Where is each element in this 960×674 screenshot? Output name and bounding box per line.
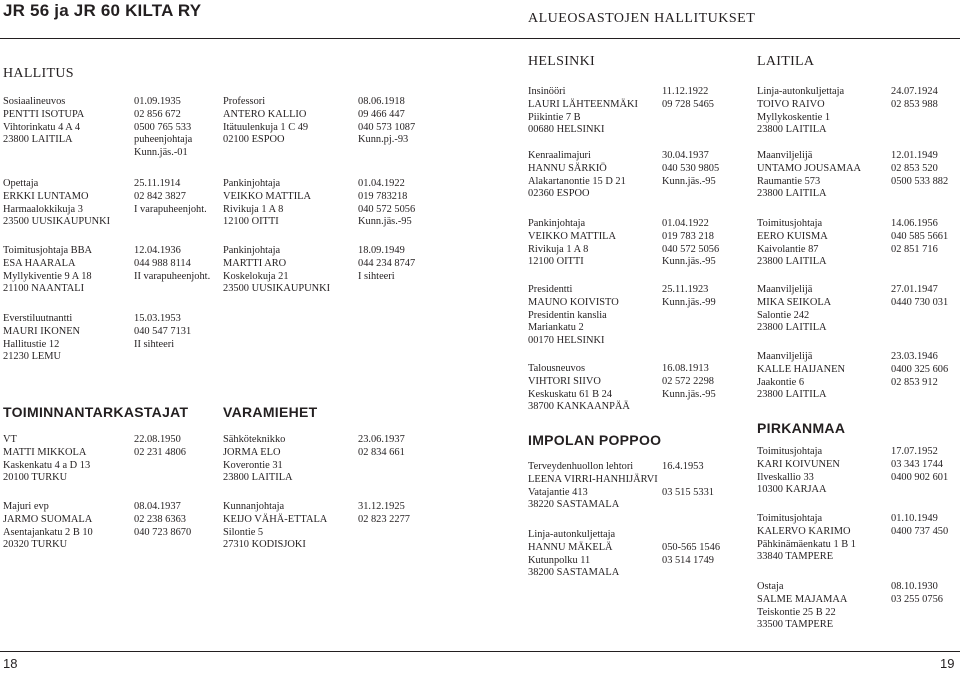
entry-text: PENTTI ISOTUPA	[3, 108, 85, 120]
entry-text: 21230 LEMU	[3, 351, 62, 363]
entry-value: 16.4.1953	[662, 461, 704, 472]
entry-text: 00680 HELSINKI	[528, 124, 605, 136]
entry-text: KALERVO KARIMO	[757, 525, 851, 537]
page-number-left: 18	[3, 656, 18, 671]
entry-text: Raumantie 573	[757, 175, 821, 187]
entry-text: Ostaja	[757, 581, 784, 592]
entry-text: Toimitusjohtaja BBA	[3, 245, 93, 256]
entry-value: 27.01.1947	[891, 284, 938, 295]
entry-text: Maanviljelijä	[757, 284, 813, 295]
entry-text: MATTI MIKKOLA	[3, 446, 87, 458]
entry-value: 040 585 5661	[891, 230, 949, 242]
entry-text: Teiskontie 25 B 22	[757, 606, 836, 618]
varamiehet-heading: VARAMIEHET	[223, 404, 318, 420]
entry-value: 11.12.1922	[662, 86, 709, 97]
entry-text: Salontie 242	[757, 309, 810, 321]
entry-text: Mariankatu 2	[528, 322, 584, 334]
entry-value: 040 547 7131	[134, 325, 192, 337]
entry-value: 15.03.1953	[134, 313, 181, 324]
entry-text: 20320 TURKU	[3, 539, 68, 551]
entry-text: VT	[3, 434, 17, 445]
entry-text: 21100 NAANTALI	[3, 283, 85, 295]
entry-value: Kunn.jäs.-95	[662, 256, 716, 268]
page-number-right: 19	[940, 656, 955, 671]
entry-text: 10300 KARJAA	[757, 484, 827, 496]
entry-text: Professori	[223, 96, 266, 107]
entry-value: 040 530 9805	[662, 162, 720, 174]
entry-text: 33840 TAMPERE	[757, 551, 834, 563]
entry-value: 02 853 912	[891, 376, 938, 388]
entry-text: Kenraalimajuri	[528, 150, 591, 161]
entry-text: 38220 SASTAMALA	[528, 499, 620, 511]
entry-text: 02360 ESPOO	[528, 188, 590, 200]
entry-text: VEIKKO MATTILA	[223, 190, 312, 202]
entry-value: 12.04.1936	[134, 245, 181, 256]
entry-text: Harmaalokkikuja 3	[3, 203, 83, 215]
entry-value: 0400 902 601	[891, 471, 949, 483]
entry-text: Jaakontie 6	[757, 376, 805, 388]
entry-text: Piikintie 7 B	[528, 111, 581, 123]
entry-text: Myllykiventie 9 A 18	[3, 270, 92, 282]
header-rule	[0, 38, 960, 39]
entry-value: 02 853 520	[891, 162, 938, 174]
entry-value: 03 343 1744	[891, 458, 943, 470]
entry-value: 040 573 1087	[358, 121, 416, 133]
entry-text: 23500 UUSIKAUPUNKI	[3, 216, 111, 228]
entry-text: Majuri evp	[3, 501, 49, 512]
entry-value: Kunn.jäs.-01	[134, 147, 188, 159]
entry-value: Kunn.jäs.-95	[662, 388, 716, 400]
entry-value: 019 783218	[358, 190, 408, 202]
entry-text: Toimitusjohtaja	[757, 218, 823, 229]
entry-text: 00170 HELSINKI	[528, 335, 605, 347]
entry-text: Koverontie 31	[223, 459, 283, 471]
entry-text: 27310 KODISJOKI	[223, 539, 306, 551]
entry-text: 02100 ESPOO	[223, 134, 285, 146]
entry-value: 25.11.1923	[662, 284, 709, 295]
entry-text: Toimitusjohtaja	[757, 446, 823, 457]
entry-text: MAUNO KOIVISTO	[528, 296, 619, 308]
entry-text: MIKA SEIKOLA	[757, 296, 832, 308]
entry-value: 02 834 661	[358, 446, 405, 458]
entry-text: Keskuskatu 61 B 24	[528, 388, 612, 400]
entry-text: EERO KUISMA	[757, 230, 828, 242]
entry-value: 02 856 672	[134, 108, 181, 120]
helsinki-heading: HELSINKI	[528, 54, 595, 69]
entry-text: Kaivolantie 87	[757, 243, 819, 255]
entry-text: JORMA ELO	[223, 446, 281, 458]
entry-value: 23.03.1946	[891, 351, 938, 362]
entry-text: Asentajankatu 2 B 10	[3, 526, 93, 538]
entry-text: Pankinjohtaja	[223, 178, 281, 189]
entry-text: Sähköteknikko	[223, 434, 286, 445]
footer-rule	[0, 651, 960, 652]
entry-text: 23800 LAITILA	[223, 472, 293, 484]
entry-text: Linja-autonkuljettaja	[528, 529, 616, 540]
entry-text: VEIKKO MATTILA	[528, 230, 617, 242]
entry-text: ANTERO KALLIO	[223, 108, 307, 120]
entry-text: HANNU MÄKELÄ	[528, 541, 613, 553]
entry-value: 044 988 8114	[134, 257, 191, 269]
entry-value: 25.11.1914	[134, 178, 181, 189]
entry-value: 03 514 1749	[662, 554, 714, 566]
entry-value: 01.04.1922	[662, 218, 709, 229]
entry-text: 38700 KANKAANPÄÄ	[528, 401, 630, 413]
entry-value: 01.10.1949	[891, 513, 938, 524]
entry-text: Presidentin kanslia	[528, 309, 607, 321]
entry-text: Pankinjohtaja	[223, 245, 281, 256]
entry-value: 01.04.1922	[358, 178, 405, 189]
entry-text: JARMO SUOMALA	[3, 513, 93, 525]
entry-text: Sosiaalineuvos	[3, 96, 66, 107]
entry-text: 20100 TURKU	[3, 472, 68, 484]
entry-text: Ilveskallio 33	[757, 471, 814, 483]
entry-value: 040 723 8670	[134, 526, 192, 538]
entry-value: Kunn.jäs.-99	[662, 296, 716, 308]
entry-text: KARI KOIVUNEN	[757, 458, 840, 470]
entry-value: 0440 730 031	[891, 296, 949, 308]
entry-text: VIHTORI SIIVO	[528, 375, 601, 387]
entry-text: LAURI LÄHTEENMÄKI	[528, 98, 638, 110]
entry-value: I varapuheenjoht.	[134, 203, 207, 215]
entry-text: Vihtorinkatu 4 A 4	[3, 121, 81, 133]
entry-value: 16.08.1913	[662, 363, 709, 374]
entry-text: Insinööri	[528, 86, 566, 97]
entry-value: Kunn.jäs.-95	[662, 175, 716, 187]
hallitus-heading: HALLITUS	[3, 66, 74, 81]
entry-text: Presidentti	[528, 284, 573, 295]
entry-text: HANNU SÄRKIÖ	[528, 162, 607, 174]
entry-text: Itätuulenkuja 1 C 49	[223, 121, 309, 133]
entry-text: Kaskenkatu 4 a D 13	[3, 459, 91, 471]
entry-value: 18.09.1949	[358, 245, 405, 256]
entry-value: Kunn.pj.-93	[358, 134, 409, 146]
entry-value: 0400 737 450	[891, 525, 949, 537]
entry-text: Alakartanontie 15 D 21	[528, 175, 626, 187]
entry-text: Maanviljelijä	[757, 150, 813, 161]
entry-value: 02 572 2298	[662, 375, 714, 387]
entry-text: Hallitustie 12	[3, 338, 60, 350]
entry-text: Linja-autonkuljettaja	[757, 86, 845, 97]
entry-value: 0500 765 533	[134, 121, 192, 133]
entry-text: 33500 TAMPERE	[757, 619, 834, 631]
entry-value: 24.07.1924	[891, 86, 938, 97]
entry-value: puheenjohtaja	[134, 134, 193, 146]
entry-text: 12100 OITTI	[223, 216, 279, 228]
entry-value: 09 728 5465	[662, 98, 714, 110]
entry-text: Silontie 5	[223, 526, 264, 538]
entry-value: 08.06.1918	[358, 96, 405, 107]
entry-value: 17.07.1952	[891, 446, 938, 457]
entry-value: I sihteeri	[358, 270, 395, 282]
entry-value: 12.01.1949	[891, 150, 938, 161]
entry-value: 08.04.1937	[134, 501, 181, 512]
entry-value: 23.06.1937	[358, 434, 405, 445]
entry-text: 23800 LAITILA	[3, 134, 73, 146]
entry-text: 23800 LAITILA	[757, 389, 827, 401]
entry-value: 02 823 2277	[358, 513, 410, 525]
entry-value: Kunn.jäs.-95	[358, 216, 412, 228]
entry-text: Kunnanjohtaja	[223, 501, 285, 512]
entry-text: Rivikuja 1 A 8	[223, 203, 284, 215]
entry-text: Rivikuja 1 A 8	[528, 243, 589, 255]
page-title-right: ALUEOSASTOJEN HALLITUKSET	[528, 11, 756, 26]
entry-text: Toimitusjohtaja	[757, 513, 823, 524]
entry-value: 0400 325 606	[891, 363, 949, 375]
entry-text: SALME MAJAMAA	[757, 593, 848, 605]
entry-text: 23800 LAITILA	[757, 256, 827, 268]
entry-value: 31.12.1925	[358, 501, 405, 512]
entry-value: II varapuheenjoht.	[134, 270, 211, 282]
entry-text: UNTAMO JOUSAMAA	[757, 162, 861, 174]
entry-value: 02 851 716	[891, 243, 938, 255]
entry-value: 040 572 5056	[662, 243, 720, 255]
entry-text: ERKKI LUNTAMO	[3, 190, 89, 202]
entry-text: Talousneuvos	[528, 363, 585, 374]
entry-text: 12100 OITTI	[528, 256, 584, 268]
entry-text: KALLE HAIJANEN	[757, 363, 846, 375]
entry-value: 040 572 5056	[358, 203, 416, 215]
entry-value: 02 238 6363	[134, 513, 186, 525]
entry-text: Vatajantie 413	[528, 486, 588, 498]
entry-text: 38200 SASTAMALA	[528, 567, 620, 579]
entry-text: Myllykoskentie 1	[757, 111, 831, 123]
entry-value: 01.09.1935	[134, 96, 181, 107]
pirkanmaa-heading: PIRKANMAA	[757, 420, 846, 436]
entry-text: TOIVO RAIVO	[757, 98, 825, 110]
entry-text: KEIJO VÄHÄ-ETTALA	[223, 513, 328, 525]
entry-text: 23800 LAITILA	[757, 188, 827, 200]
entry-value: 02 853 988	[891, 98, 938, 110]
entry-text: Koskelokuja 21	[223, 270, 289, 282]
entry-text: Terveydenhuollon lehtori	[528, 461, 634, 472]
entry-text: MAURI IKONEN	[3, 325, 81, 337]
laitila-heading: LAITILA	[757, 54, 815, 69]
entry-value: II sihteeri	[134, 338, 175, 350]
entry-text: 23500 UUSIKAUPUNKI	[223, 283, 331, 295]
entry-text: ESA HAARALA	[3, 257, 76, 269]
impola-heading: IMPOLAN POPPOO	[528, 432, 662, 448]
entry-value: 03 515 5331	[662, 486, 714, 498]
entry-value: 22.08.1950	[134, 434, 181, 445]
entry-value: 019 783 218	[662, 230, 714, 242]
entry-value: 02 231 4806	[134, 446, 186, 458]
entry-value: 14.06.1956	[891, 218, 938, 229]
entry-value: 050-565 1546	[662, 541, 721, 553]
entry-text: LEENA VIRRI-HANHIJÄRVI	[528, 473, 658, 485]
entry-text: 23800 LAITILA	[757, 322, 827, 334]
entry-value: 0500 533 882	[891, 175, 949, 187]
entry-value: 02 842 3827	[134, 190, 186, 202]
entry-text: Everstiluutnantti	[3, 313, 73, 324]
entry-value: 03 255 0756	[891, 593, 943, 605]
entry-value: 30.04.1937	[662, 150, 709, 161]
entry-text: 23800 LAITILA	[757, 124, 827, 136]
entry-value: 044 234 8747	[358, 257, 416, 269]
entry-text: Pankinjohtaja	[528, 218, 586, 229]
toiminnantarkastajat-heading: TOIMINNANTARKASTAJAT	[3, 404, 189, 420]
page-title-left: JR 56 ja JR 60 KILTA RY	[3, 1, 202, 20]
entry-value: 08.10.1930	[891, 581, 938, 592]
entry-text: Opettaja	[3, 178, 39, 189]
entry-value: 09 466 447	[358, 108, 405, 120]
entry-text: Pähkinämäenkatu 1 B 1	[757, 538, 856, 550]
entry-text: MARTTI ARO	[223, 257, 287, 269]
entry-text: Maanviljelijä	[757, 351, 813, 362]
entry-text: Kutunpolku 11	[528, 554, 591, 566]
